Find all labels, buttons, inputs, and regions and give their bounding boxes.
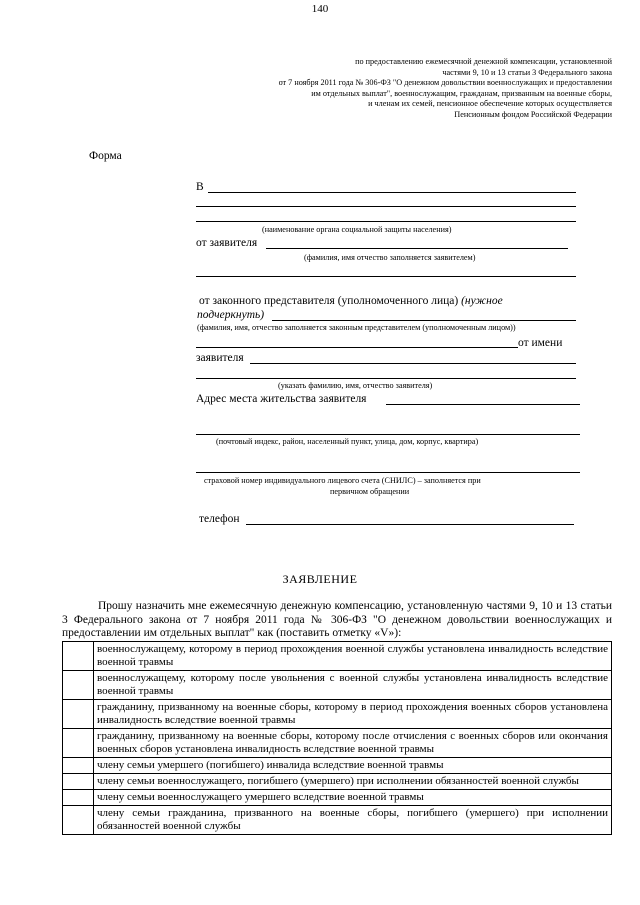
page-number: 140: [311, 3, 329, 15]
representative-field-line[interactable]: [196, 347, 518, 348]
representative-label: [199, 294, 503, 308]
applicant-name-field[interactable]: [266, 248, 568, 249]
representative-note-2: подчеркнуть): [197, 309, 265, 321]
option-checkbox[interactable]: [63, 729, 94, 758]
statement-intro: [62, 600, 612, 641]
option-row: [63, 806, 612, 835]
option-text: гражданину, призванному на военные сборы, которому в период прохождения военных сборов установлена инвалидность вследствие военной травмы: [94, 700, 612, 729]
option-row: [63, 774, 612, 790]
option-row: [63, 758, 612, 774]
representative-note: (нужное: [461, 295, 503, 307]
option-text: члену семьи гражданина, призванного на военные сборы, погибшего (умершего) при исполнении обязанностей военной службы: [94, 806, 612, 835]
preamble-line: от 7 ноября 2011 года № 306-ФЗ "О денежном довольствии военнослужащих и предоставлении: [278, 78, 612, 87]
option-text: члену семьи умершего (погибшего) инвалида вследствие военной травмы: [94, 758, 612, 774]
snils-field[interactable]: [196, 472, 580, 473]
applicant-name-caption: (фамилия, имя отчество заполняется заявителем): [304, 253, 476, 262]
representative-caption: (фамилия, имя, отчество заполняется законным представителем (уполномоченным лицом)): [197, 323, 516, 332]
phone-field[interactable]: [246, 524, 574, 525]
preamble-block: [192, 57, 612, 120]
on-behalf-label: от имени: [518, 337, 563, 349]
address-caption: (почтовый индекс, район, населенный пункт, улица, дом, корпус, квартира): [216, 437, 479, 446]
address-field-line[interactable]: [196, 434, 580, 435]
snils-caption: страховой номер индивидуального лицевого счета (СНИЛС) – заполняется при: [204, 476, 481, 485]
from-label: от заявителя: [196, 237, 258, 249]
recipient-caption: (наименование органа социальной защиты населения): [262, 225, 452, 234]
option-row: [63, 671, 612, 700]
preamble-line: по предоставлению ежемесячной денежной компенсации, установленной: [355, 57, 612, 66]
preamble-line: им отдельных выплат", военнослужащим, гражданам, призванным на военные сборы,: [311, 88, 612, 98]
recipient-field-line[interactable]: [208, 192, 576, 193]
address-label: Адрес места жительства заявителя: [196, 393, 367, 405]
intro-text: Прошу назначить мне ежемесячную денежную компенсацию, установленную частями 9, 10 и 13 статьи 3 Федерального закона от 7 ноября 2011 года № 306-ФЗ "О денежном довольствии военнослужащих и предоставлении им отдельных выплат" как (поставить отметку «V»):: [62, 600, 612, 639]
snils-caption-2: первичном обращении: [330, 487, 410, 496]
option-checkbox[interactable]: [63, 806, 94, 835]
applicant-label: заявителя: [196, 352, 244, 364]
address-field[interactable]: [386, 404, 580, 405]
option-row: [63, 700, 612, 729]
applicant-field-line[interactable]: [196, 378, 576, 379]
form-label: Форма: [89, 150, 122, 162]
preamble-line: Пенсионным фондом Российской Федерации: [454, 109, 612, 119]
option-text: члену семьи военнослужащего умершего вследствие военной травмы: [94, 790, 612, 806]
preamble-line: частями 9, 10 и 13 статьи 3 Федерального закона: [442, 67, 612, 77]
option-checkbox[interactable]: [63, 790, 94, 806]
recipient-field-line[interactable]: [196, 206, 576, 207]
option-row: [63, 790, 612, 806]
option-checkbox[interactable]: [63, 774, 94, 790]
applicant-caption: (указать фамилию, имя, отчество заявителя): [278, 381, 433, 390]
representative-text: от законного представителя (уполномоченного лица): [199, 295, 462, 307]
option-text: члену семьи военнослужащего, погибшего (умершего) при исполнении обязанностей военной службы: [94, 774, 612, 790]
option-text: гражданину, призванному на военные сборы, которому после отчисления с военных сборов или окончания военных сборов установлена инвалидность вследствие военной травмы: [94, 729, 612, 758]
preamble-line: и членам их семей, пенсионное обеспечение которых осуществляется: [368, 99, 612, 108]
phone-label: телефон: [199, 513, 240, 525]
options-table: [62, 641, 612, 835]
applicant-name-field-line[interactable]: [196, 276, 576, 277]
option-checkbox[interactable]: [63, 700, 94, 729]
option-checkbox[interactable]: [63, 642, 94, 671]
applicant-field[interactable]: [250, 363, 576, 364]
statement-title: ЗАЯВЛЕНИЕ: [282, 572, 358, 586]
option-text: военнослужащему, которому в период прохождения военной службы установлена инвалидность вследствие военной травмы: [94, 642, 612, 671]
to-prefix: В: [196, 181, 204, 193]
recipient-field-line[interactable]: [196, 221, 576, 222]
representative-field[interactable]: [272, 320, 576, 321]
option-checkbox[interactable]: [63, 671, 94, 700]
option-row: [63, 642, 612, 671]
option-row: [63, 729, 612, 758]
option-checkbox[interactable]: [63, 758, 94, 774]
option-text: военнослужащему, которому после увольнения с военной службы установлена инвалидность вследствие военной травмы: [94, 671, 612, 700]
